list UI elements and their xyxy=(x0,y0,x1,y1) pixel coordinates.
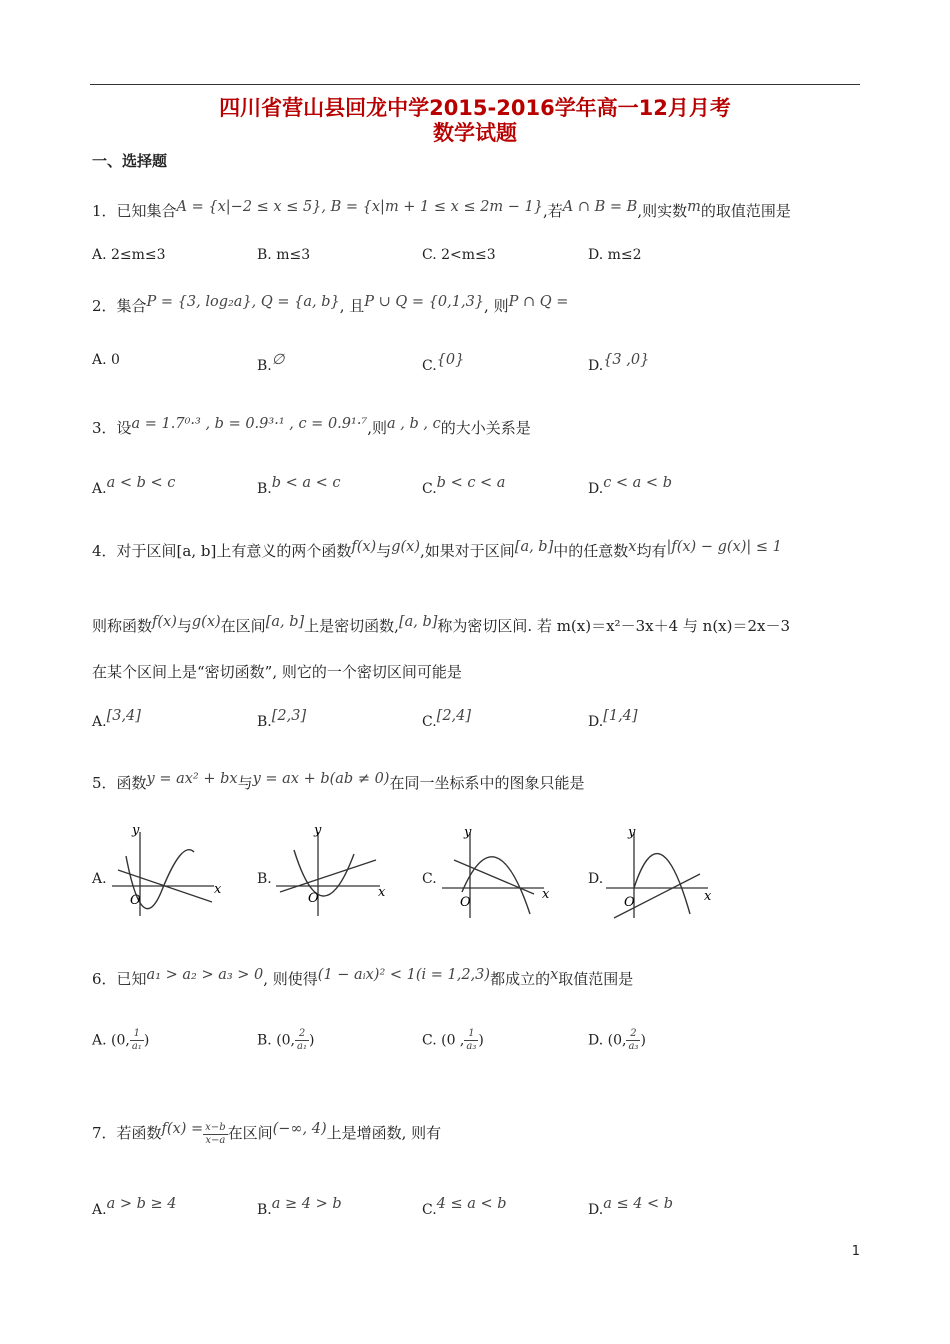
q3-text: ,则 xyxy=(367,419,388,437)
paren-close: ) xyxy=(309,1032,315,1049)
q3-option-math: b < a < c xyxy=(271,475,341,491)
q2-option-label: C. xyxy=(422,358,437,374)
q2-text: , 则 xyxy=(484,297,509,315)
question-2 xyxy=(92,291,568,317)
q4-math-interval: [a, b] xyxy=(514,539,554,555)
q4-option-math: [3,4] xyxy=(106,708,141,724)
q4-text: 与 xyxy=(376,542,392,560)
q1-math-var: m xyxy=(687,199,701,215)
question-6 xyxy=(92,964,633,990)
q5-option-d-label: D. xyxy=(588,871,604,887)
q7-option-math: a ≤ 4 < b xyxy=(603,1196,674,1212)
q7-math-func: f(x) = xyxy=(161,1121,204,1137)
q2-option-math: ∅ xyxy=(271,352,285,368)
q3-math-defs: a = 1.7⁰·³ , b = 0.9³·¹ , c = 0.9¹·⁷ xyxy=(131,416,368,432)
parabola-curve xyxy=(294,850,354,896)
q6-fraction xyxy=(464,1028,478,1053)
q6-text: 取值范围是 xyxy=(558,970,634,988)
q4-math-g: g(x) xyxy=(391,539,420,555)
q2-option-math: {3 ,0} xyxy=(603,352,650,368)
x-axis-label: x xyxy=(704,889,712,904)
q5-text: 5．函数 xyxy=(92,774,147,792)
q4-option-d xyxy=(588,708,638,730)
q5-option-c-label: C. xyxy=(422,871,437,887)
denominator: a₃ xyxy=(628,1041,639,1052)
q2-option-b xyxy=(257,352,284,374)
question-1 xyxy=(92,196,791,222)
numerator: x−b xyxy=(205,1121,226,1133)
y-axis-label: y xyxy=(132,823,140,838)
numerator: 2 xyxy=(295,1028,309,1041)
q7-text: 上是增函数, 则有 xyxy=(326,1124,442,1142)
q4-text: ,如果对于区间 xyxy=(420,542,515,560)
x-axis-label: x xyxy=(378,885,386,900)
q2-text: 2．集合 xyxy=(92,297,147,315)
origin-label: O xyxy=(460,895,471,910)
y-axis-label: y xyxy=(314,823,322,838)
header-rule xyxy=(90,84,860,85)
q6-option-label: C. (0 , xyxy=(422,1032,465,1049)
q5-option-b-label: B. xyxy=(257,871,272,887)
q6-math-x: x xyxy=(550,967,559,983)
line-graph xyxy=(280,860,376,892)
q7-text: 在区间 xyxy=(227,1124,273,1142)
q6-fraction xyxy=(626,1028,640,1053)
q2-options xyxy=(92,352,792,382)
q1-option-b: B. m≤3 xyxy=(257,247,311,263)
q4-option-label: A. xyxy=(92,714,107,730)
q6-option-label: D. (0, xyxy=(588,1032,627,1049)
q2-math-sets: P = {3, log₂a}, Q = {a, b} xyxy=(146,294,340,310)
q4-text: 在区间 xyxy=(220,617,266,635)
q2-option-math: {0} xyxy=(436,352,465,368)
denominator: a₃ xyxy=(466,1041,477,1052)
q5-option-a-label: A. xyxy=(92,871,107,887)
q5-text: 与 xyxy=(237,774,253,792)
q1-option-a: A. 2≤m≤3 xyxy=(92,247,166,263)
q4-option-a xyxy=(92,708,141,730)
q4-text: 均有 xyxy=(636,542,667,560)
q5-text: 在同一坐标系中的图象只能是 xyxy=(389,774,585,792)
q4-option-math: [1,4] xyxy=(603,708,638,724)
numerator: 1 xyxy=(464,1028,478,1041)
y-axis-label: y xyxy=(464,825,472,840)
q3-option-b xyxy=(257,475,341,497)
q4-option-b xyxy=(257,708,306,730)
paren-close: ) xyxy=(640,1032,646,1049)
q4-text: 4．对于区间[a, b]上有意义的两个函数 xyxy=(92,542,352,560)
q7-fraction xyxy=(203,1122,227,1147)
q6-math-inequality: (1 − aᵢx)² < 1(i = 1,2,3) xyxy=(317,967,491,983)
q5-math-line: y = ax + b(ab ≠ 0) xyxy=(252,771,390,787)
x-axis-label: x xyxy=(542,887,550,902)
q4-text: 则称函数 xyxy=(92,617,153,635)
q1-text: ,若 xyxy=(543,202,563,220)
line-graph xyxy=(454,860,534,894)
q1-options xyxy=(92,247,792,277)
denominator: a₁ xyxy=(297,1041,307,1052)
q2-text: , 且 xyxy=(339,297,365,315)
q4-math-f: f(x) xyxy=(351,539,377,555)
q3-text: 3．设 xyxy=(92,419,132,437)
q3-math-vars: a , b , c xyxy=(387,416,441,432)
q4-text: 与 xyxy=(176,617,192,635)
q4-text: 上是密切函数, xyxy=(304,617,399,635)
q3-option-math: a < b < c xyxy=(106,475,176,491)
numerator: 1 xyxy=(130,1028,144,1041)
q1-option-d: D. m≤2 xyxy=(588,247,642,263)
q6-text: , 则使得 xyxy=(263,970,318,988)
origin-label: O xyxy=(624,895,635,910)
question-4-line-2 xyxy=(92,611,790,637)
q6-fraction xyxy=(130,1028,144,1053)
denominator: a₁ xyxy=(131,1041,142,1052)
q6-option-d xyxy=(588,1028,646,1053)
q6-option-label: B. (0, xyxy=(257,1032,296,1049)
x-axis-label: x xyxy=(214,882,222,897)
q4-options xyxy=(92,708,792,738)
q1-text: 的取值范围是 xyxy=(700,202,791,220)
q7-option-math: a ≥ 4 > b xyxy=(271,1196,342,1212)
graph-c xyxy=(440,822,556,920)
q3-options xyxy=(92,475,792,505)
q4-math-x: x xyxy=(628,539,637,555)
graph-a xyxy=(110,820,222,918)
q6-fraction xyxy=(295,1028,309,1053)
q7-option-math: a > b ≥ 4 xyxy=(106,1196,177,1212)
paren-close: ) xyxy=(478,1032,484,1049)
q4-math-interval: [a, b] xyxy=(265,614,305,630)
question-5 xyxy=(92,768,584,794)
q7-option-label: D. xyxy=(588,1202,604,1218)
q4-option-math: [2,4] xyxy=(436,708,472,724)
q2-math-intersection: P ∩ Q = xyxy=(508,294,569,310)
q6-text: 6．已知 xyxy=(92,970,147,988)
q4-math-interval: [a, b] xyxy=(398,614,438,630)
q4-option-label: D. xyxy=(588,714,604,730)
graph-d xyxy=(604,822,720,920)
q3-option-label: D. xyxy=(588,481,604,497)
q4-math-f: f(x) xyxy=(152,614,177,630)
q2-option-d xyxy=(588,352,649,374)
q1-math-sets: A = {x|−2 ≤ x ≤ 5}, B = {x|m + 1 ≤ x ≤ 2m − 1} xyxy=(176,199,543,215)
q7-option-math: 4 ≤ a < b xyxy=(436,1196,507,1212)
page-number: 1 xyxy=(851,1244,860,1259)
q6-option-label: A. (0, xyxy=(92,1032,130,1049)
q7-option-d xyxy=(588,1196,673,1218)
q2-math-union: P ∪ Q = {0,1,3} xyxy=(364,294,485,310)
q4-option-math: [2,3] xyxy=(271,708,307,724)
page-subtitle: 数学试题 xyxy=(433,121,517,145)
question-7 xyxy=(92,1118,441,1147)
q2-option-c xyxy=(422,352,464,374)
q2-option-label: B. xyxy=(257,358,272,374)
q2-option-a xyxy=(92,352,120,368)
q5-math-parabola: y = ax² + bx xyxy=(146,771,238,787)
page-title: 四川省营山县回龙中学2015-2016学年高一12月月考 xyxy=(219,96,731,120)
q3-text: 的大小关系是 xyxy=(440,419,531,437)
q4-option-c xyxy=(422,708,471,730)
q1-math-cond: A ∩ B = B xyxy=(562,199,638,215)
q7-option-a xyxy=(92,1196,176,1218)
q4-math-inequality: |f(x) − g(x)| ≤ 1 xyxy=(666,539,782,555)
q7-text: 7．若函数 xyxy=(92,1124,162,1142)
q6-option-a xyxy=(92,1028,149,1053)
q1-text: 1．已知集合 xyxy=(92,202,177,220)
q4-option-label: B. xyxy=(257,714,272,730)
q6-options xyxy=(92,1028,792,1068)
q7-option-label: C. xyxy=(422,1202,437,1218)
q6-math-order: a₁ > a₂ > a₃ > 0 xyxy=(146,967,264,983)
q6-text: 都成立的 xyxy=(490,970,551,988)
numerator: 2 xyxy=(626,1028,640,1041)
q3-option-label: C. xyxy=(422,481,437,497)
origin-label: O xyxy=(130,893,141,908)
q2-option-label: A. 0 xyxy=(92,352,120,368)
question-4-line-3: 在某个区间上是“密切函数”, 则它的一个密切区间可能是 xyxy=(92,663,462,681)
section-heading: 一、选择题 xyxy=(92,152,168,170)
y-axis-label: y xyxy=(628,825,636,840)
q3-option-label: B. xyxy=(257,481,272,497)
q3-option-math: c < a < b xyxy=(603,475,672,491)
q4-math-g: g(x) xyxy=(191,614,221,630)
denominator: x−a xyxy=(205,1134,226,1146)
graph-b xyxy=(274,820,386,918)
q7-option-c xyxy=(422,1196,507,1218)
q6-option-b xyxy=(257,1028,314,1053)
q3-option-math: b < c < a xyxy=(436,475,506,491)
q3-option-c xyxy=(422,475,505,497)
q7-options xyxy=(92,1196,792,1226)
q4-text: 中的任意数 xyxy=(553,542,629,560)
origin-label: O xyxy=(308,891,319,906)
q4-text: 称为密切区间. 若 m(x)＝x²－3x＋4 与 n(x)＝2x－3 xyxy=(437,617,791,635)
q6-option-c xyxy=(422,1028,484,1053)
q7-option-b xyxy=(257,1196,342,1218)
question-4-line-1 xyxy=(92,536,782,562)
q3-option-a xyxy=(92,475,175,497)
q7-option-label: B. xyxy=(257,1202,272,1218)
q2-option-label: D. xyxy=(588,358,604,374)
q1-option-c: C. 2<m≤3 xyxy=(422,247,496,263)
q3-option-label: A. xyxy=(92,481,107,497)
paren-close: ) xyxy=(143,1032,150,1049)
q3-option-d xyxy=(588,475,672,497)
q4-option-label: C. xyxy=(422,714,437,730)
q7-option-label: A. xyxy=(92,1202,107,1218)
question-3 xyxy=(92,413,531,439)
q1-text: ,则实数 xyxy=(637,202,688,220)
q7-math-interval: (−∞, 4) xyxy=(272,1121,327,1137)
parabola-curve xyxy=(462,857,530,914)
